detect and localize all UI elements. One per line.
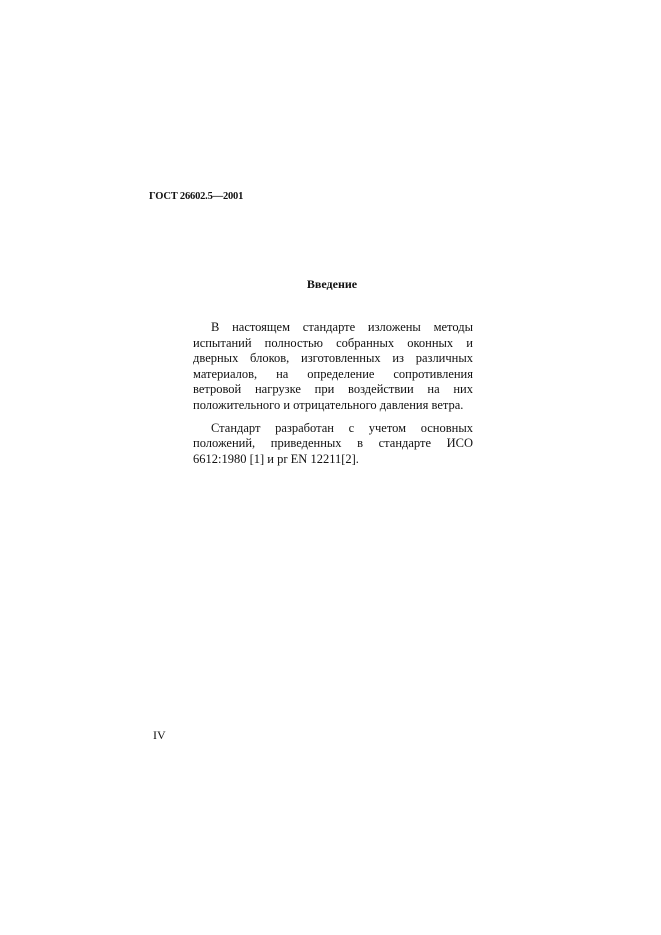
paragraph-scope: В настоящем стандарте изложены методы испытаний полностью собранных оконных и дверных блоков, изготовленных из различных материалов, на определение сопротивления ветровой нагрузке при воздействии на них положительного и отрицательного давления ветра. bbox=[193, 320, 473, 412]
document-code: ГОСТ 26602.5—2001 bbox=[149, 191, 244, 202]
page-number: IV bbox=[153, 728, 166, 742]
paragraph-references: Стандарт разработан с учетом основных положений, приведенных в стандарте ИСО 6612:1980 [1] и pr EN 12211[2]. bbox=[193, 420, 473, 466]
introduction-body bbox=[193, 320, 473, 474]
section-title: Введение bbox=[306, 277, 358, 291]
